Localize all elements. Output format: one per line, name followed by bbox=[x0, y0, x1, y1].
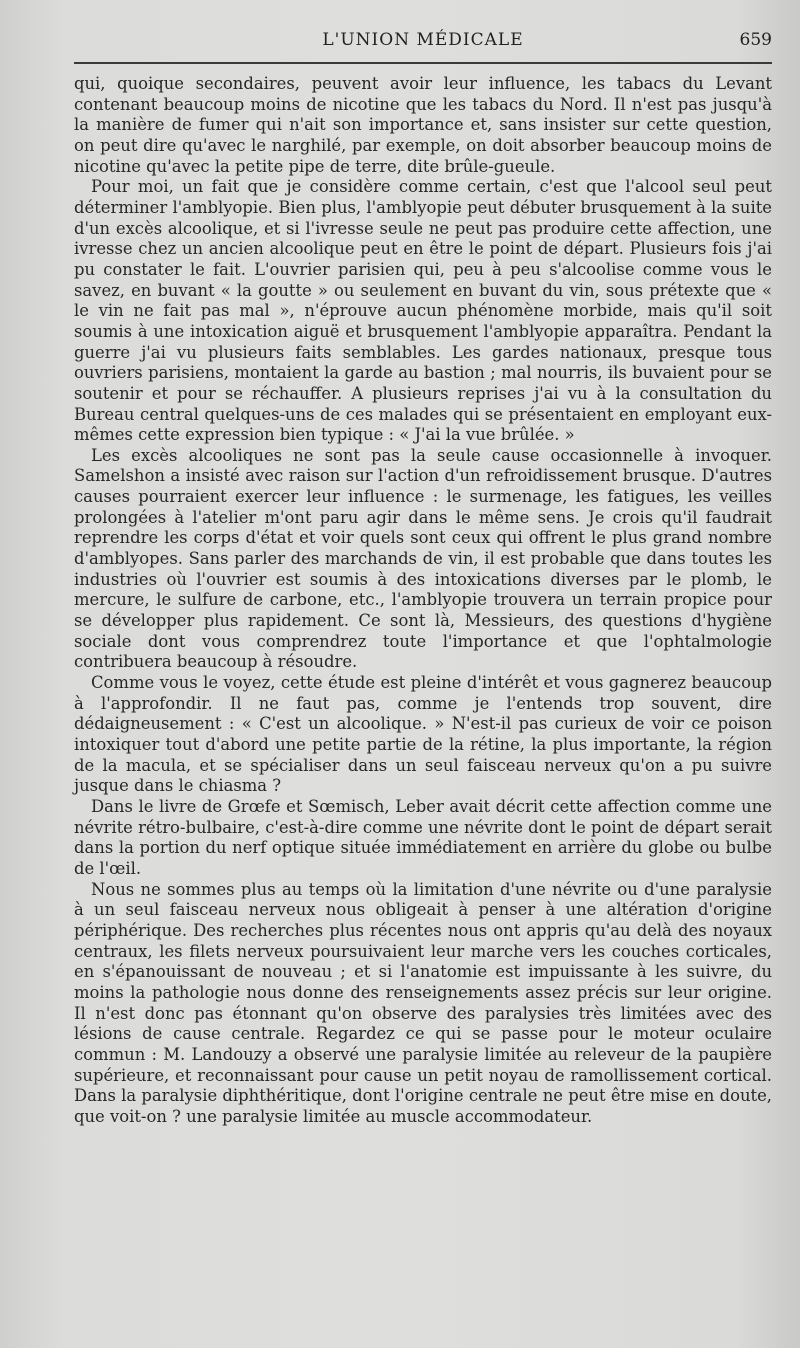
paragraph-5: Dans le livre de Grœfe et Sœmisch, Leber avait décrit cette affection comme une névrite rétro-bulbaire, c'est-à-dire comme une névrite dont le point de départ serait dans la portion du nerf optique située immédiatement en arrière du globe ou bulbe de l'œil. bbox=[74, 796, 772, 878]
paragraph-4: Comme vous le voyez, cette étude est pleine d'intérêt et vous gagnerez beaucoup à l'approfondir. Il ne faut pas, comme je l'entends trop souvent, dire dédaigneusement : « C'est un alcoolique. » N'est-il pas curieux de voir ce poison intoxiquer tout d'abord une petite partie de la rétine, la plus importante, la région de la macula, et se spécialiser dans un seul faisceau nerveux qu'on a pu suivre jusque dans le chiasma ? bbox=[74, 673, 772, 796]
journal-title: L'UNION MÉDICALE bbox=[322, 30, 524, 50]
paragraph-2: Pour moi, un fait que je considère comme certain, c'est que l'alcool seul peut déterminer l'amblyopie. Bien plus, l'amblyopie peut débuter brusquement à la suite d'un excès alcoolique, et si l'ivresse seule ne peut pas produire cette affection, une ivresse chez un ancien alcoolique peut en être le point de départ. Plusieurs fois j'ai pu constater le fait. L'ouvrier parisien qui, peu à peu s'alcoolise comme vous le savez, en buvant « la goutte » ou seulement en buvant du vin, sous prétexte que « le vin ne fait pas mal », n'éprouve aucun phénomène morbide, mais qu'il soit soumis à une intoxication aiguë et brusquement l'amblyopie apparaîtra. Pendant la guerre j'ai vu plusieurs faits semblables. Les gardes nationaux, presque tous ouvriers parisiens, montaient la garde au bastion ; mal nourris, ils buvaient pour se soutenir et pour se réchauffer. A plusieurs reprises j'ai vu à la consultation du Bureau central quelques-uns de ces malades qui se présentaient en employant eux-mêmes cette expression bien typique : « J'ai la vue brûlée. » bbox=[74, 177, 772, 445]
paragraph-1: qui, quoique secondaires, peuvent avoir leur influence, les tabacs du Levant contenant beaucoup moins de nicotine que les tabacs du Nord. Il n'est pas jusqu'à la manière de fumer qui n'ait son importance et, sans insister sur cette question, on peut dire qu'avec le narghilé, par exemple, on doit absorber beaucoup moins de nicotine qu'avec la petite pipe de terre, dite brûle-gueule. bbox=[74, 74, 772, 176]
article-body bbox=[74, 74, 772, 1127]
paragraph-3: Les excès alcooliques ne sont pas la seule cause occasionnelle à invoquer. Samelshon a insisté avec raison sur l'action d'un refroidissement brusque. D'autres causes pourraient exercer leur influence : le surmenage, les fatigues, les veilles prolongées à l'atelier m'ont paru agir dans le même sens. Je crois qu'il faudrait reprendre les corps d'état et voir quels sont ceux qui offrent le plus grand nombre d'amblyopes. Sans parler des marchands de vin, il est probable que dans toutes les industries où l'ouvrier est soumis à des intoxications diverses par le plomb, le mercure, le sulfure de carbone, etc., l'amblyopie trouvera un terrain propice pour se développer plus rapidement. Ce sont là, Messieurs, des questions d'hygiène sociale dont vous comprendrez toute l'importance et que l'ophtalmologie contribuera beaucoup à résoudre. bbox=[74, 445, 772, 672]
paragraph-6: Nous ne sommes plus au temps où la limitation d'une névrite ou d'une paralysie à un seul faisceau nerveux nous obligeait à penser à une altération d'origine périphérique. Des recherches plus récentes nous ont appris qu'au delà des noyaux centraux, les filets nerveux poursuivaient leur marche vers les couches corticales, en s'épanouissant de nouveau ; et si l'anatomie est impuissante à les suivre, du moins la pathologie nous donne des renseignements assez précis sur leur origine. Il n'est donc pas étonnant qu'on observe des paralysies très limitées avec des lésions de cause centrale. Regardez ce qui se passe pour le moteur oculaire commun : M. Landouzy a observé une paralysie limitée au releveur de la paupière supérieure, et reconnaissant pour cause un petit noyau de ramollissement cortical. Dans la paralysie diphthéritique, dont l'origine centrale ne peut être mise en doute, que voit-on ? une paralysie limitée au muscle accommodateur. bbox=[74, 879, 772, 1126]
header-rule bbox=[74, 62, 772, 64]
running-head bbox=[74, 30, 772, 56]
page-number: 659 bbox=[739, 30, 772, 50]
